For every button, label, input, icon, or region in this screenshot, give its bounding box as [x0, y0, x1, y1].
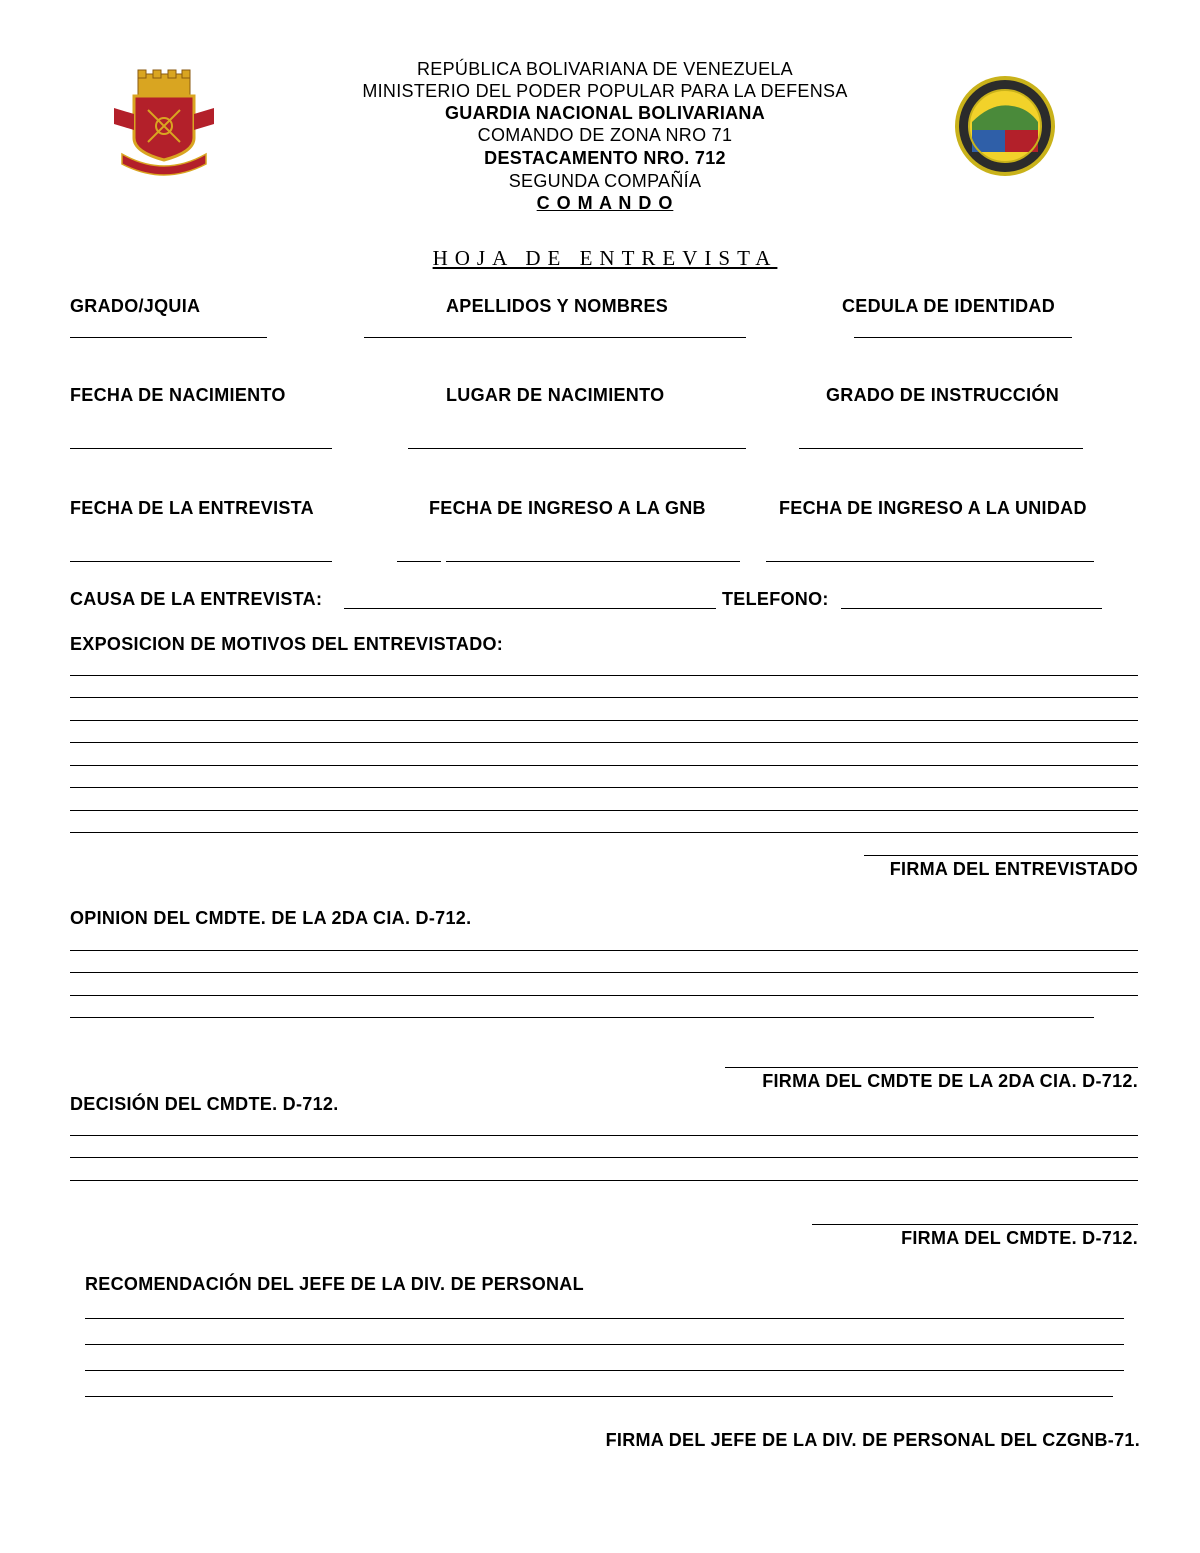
exposicion-line[interactable] — [70, 832, 1138, 833]
label-recomendacion: RECOMENDACIÓN DEL JEFE DE LA DIV. DE PERSONAL — [85, 1274, 584, 1294]
signature-line-cmdte-cia[interactable] — [725, 1067, 1138, 1068]
label-telefono: TELEFONO: — [722, 589, 829, 609]
opinion-line[interactable] — [70, 972, 1138, 973]
decision-line[interactable] — [70, 1135, 1138, 1136]
label-lugar-nacimiento: LUGAR DE NACIMIENTO — [446, 385, 665, 405]
label-grado-instruccion: GRADO DE INSTRUCCIÓN — [826, 385, 1060, 405]
label-opinion: OPINION DEL CMDTE. DE LA 2DA CIA. D-712. — [70, 908, 472, 928]
signature-line-entrevistado[interactable] — [864, 855, 1138, 856]
label-firma-jefe: FIRMA DEL JEFE DE LA DIV. DE PERSONAL DEL CZGNB-71. — [605, 1430, 1140, 1450]
label-grado: GRADO/JQUIA — [70, 296, 201, 316]
exposicion-line[interactable] — [70, 787, 1138, 788]
exposicion-line[interactable] — [70, 720, 1138, 721]
recomendacion-line[interactable] — [85, 1396, 1113, 1397]
form-title: HOJA DE ENTREVISTA — [432, 246, 778, 270]
opinion-line[interactable] — [70, 1017, 1094, 1018]
opinion-line[interactable] — [70, 950, 1138, 951]
recomendacion-line[interactable] — [85, 1344, 1124, 1345]
exposicion-line[interactable] — [70, 675, 1138, 676]
signature-line-cmdte[interactable] — [812, 1224, 1138, 1225]
label-ingreso-gnb: FECHA DE INGRESO A LA GNB — [429, 498, 706, 518]
label-firma-entrevistado: FIRMA DEL ENTREVISTADO — [889, 859, 1138, 879]
header-zone-command: COMANDO DE ZONA NRO 71 — [477, 125, 733, 145]
zone-seal-icon — [952, 74, 1058, 178]
label-cedula: CEDULA DE IDENTIDAD — [842, 296, 1056, 316]
label-fecha-entrevista: FECHA DE LA ENTREVISTA — [70, 498, 314, 518]
label-ingreso-unidad: FECHA DE INGRESO A LA UNIDAD — [779, 498, 1087, 518]
recomendacion-line[interactable] — [85, 1370, 1124, 1371]
exposicion-line[interactable] — [70, 697, 1138, 698]
gnb-coat-of-arms-icon — [108, 68, 220, 178]
label-fecha-nacimiento: FECHA DE NACIMIENTO — [70, 385, 286, 405]
label-firma-cmdte-cia: FIRMA DEL CMDTE DE LA 2DA CIA. D-712. — [762, 1071, 1138, 1091]
field-apellidos[interactable] — [364, 337, 746, 338]
field-telefono[interactable] — [841, 608, 1102, 609]
field-causa[interactable] — [344, 608, 716, 609]
field-grado[interactable] — [70, 337, 267, 338]
label-apellidos: APELLIDOS Y NOMBRES — [446, 296, 669, 316]
exposicion-line[interactable] — [70, 765, 1138, 766]
field-cedula[interactable] — [854, 337, 1072, 338]
field-fecha-nacimiento[interactable] — [70, 448, 332, 449]
decision-line[interactable] — [70, 1157, 1138, 1158]
header-command: C O M A N D O — [536, 193, 674, 213]
label-causa: CAUSA DE LA ENTREVISTA: — [70, 589, 323, 609]
exposicion-line[interactable] — [70, 810, 1138, 811]
field-lugar-nacimiento[interactable] — [408, 448, 746, 449]
field-ingreso-gnb[interactable] — [446, 561, 740, 562]
opinion-line[interactable] — [70, 995, 1138, 996]
recomendacion-line[interactable] — [85, 1318, 1124, 1319]
header-detachment: DESTACAMENTO NRO. 712 — [484, 148, 726, 168]
header-gnb: GUARDIA NACIONAL BOLIVARIANA — [444, 103, 766, 123]
field-fecha-entrevista[interactable] — [70, 561, 332, 562]
field-ingreso-unidad[interactable] — [766, 561, 1094, 562]
header-ministry: MINISTERIO DEL PODER POPULAR PARA LA DEFENSA — [362, 81, 848, 101]
field-grado-instruccion[interactable] — [799, 448, 1083, 449]
header-company: SEGUNDA COMPAÑÍA — [508, 171, 702, 191]
field-ingreso-gnb-prefix[interactable] — [397, 561, 441, 562]
exposicion-line[interactable] — [70, 742, 1138, 743]
label-firma-cmdte: FIRMA DEL CMDTE. D-712. — [901, 1228, 1138, 1248]
label-decision: DECISIÓN DEL CMDTE. D-712. — [70, 1094, 339, 1114]
label-exposicion: EXPOSICION DE MOTIVOS DEL ENTREVISTADO: — [70, 634, 504, 654]
header-republic: REPÚBLICA BOLIVARIANA DE VENEZUELA — [417, 59, 793, 79]
decision-line[interactable] — [70, 1180, 1138, 1181]
